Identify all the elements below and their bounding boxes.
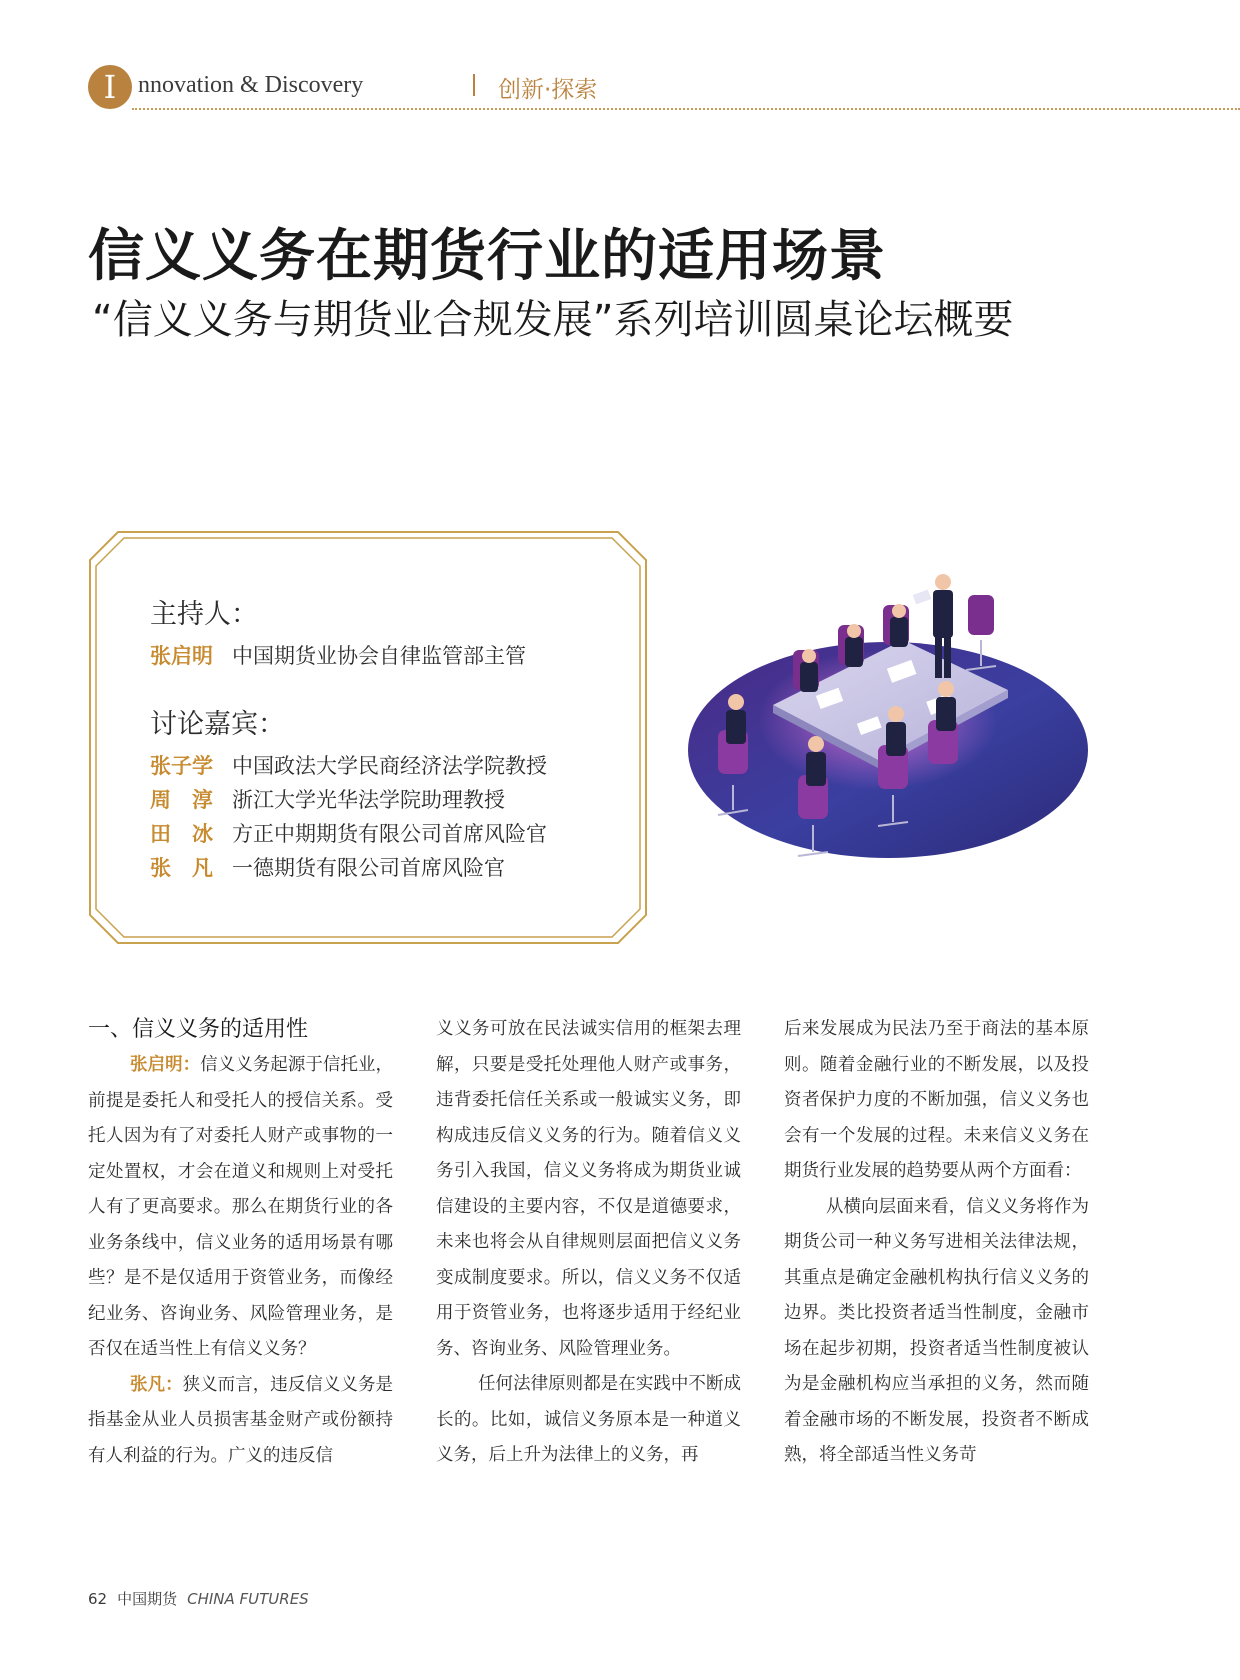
body-paragraph: 从横向层面来看，信义义务将作为期货公司一种义务写进相关法律法规，其重点是确定金融机构执行信义义务的边界。类比投资者适当性制度，金融市场在起步初期，投资者适当性制度被认为是金融机构应当承担的义务，然而随着金融市场的不断发展，投资者不断成熟，将全部适当性义务苛	[784, 1196, 1089, 1465]
header-dotted-rule	[132, 108, 1240, 110]
guest-title: 中国政法大学民商经济法学院教授	[232, 754, 547, 778]
article-column-2	[436, 1012, 741, 1474]
speaker-name: 张启明：	[130, 1055, 201, 1075]
magazine-name-cn: 中国期货	[117, 1590, 178, 1608]
header-divider	[473, 74, 475, 96]
speaker-name: 张凡：	[130, 1374, 183, 1395]
section-heading: 一、信义义务的适用性	[88, 1017, 309, 1042]
body-paragraph	[88, 1368, 393, 1475]
host-name: 张启明	[150, 644, 213, 668]
body-paragraph: 义义务可放在民法诚实信用的框架去理解，只要是受托处理他人财产或事务，违背委托信任关系或一般诚实义务，即构成违反信义义务的行为。随着信义义务引入我国，信义义务将成为期货业诚信建设的主要内容，不仅是道德要求，未来也将会从自律规则层面把信义义务变成制度要求。所以，信义义务不仅适用于资管业务，也将逐步适用于经纪业务、咨询业务、风险管理业务。	[436, 1019, 741, 1359]
guest-row	[150, 852, 630, 886]
paragraph-text: 信义义务起源于信托业，前提是委托人和受托人的授信关系。受托人因为有了对委托人财产或事物的一定处置权，才会在道义和规则上对受托人有了更高要求。那么在期货行业的各业务条线中，信义业务的适用场景有哪些？是不是仅适用于资管业务，而像经纪业务、咨询业务、风险管理业务，是否仅在适当性上有信义义务？	[88, 1055, 394, 1359]
body-paragraph: 后来发展成为民法乃至于商法的基本原则。随着金融行业的不断发展，以及投资者保护力度的不断加强，信义义务也会有一个发展的过程。未来信义义务在期货行业发展的趋势要从两个方面看：	[784, 1019, 1089, 1181]
guest-name: 周 淳	[150, 788, 213, 812]
host-row	[150, 640, 630, 674]
section-name-en: nnovation & Discovery	[138, 72, 364, 98]
guest-name: 张子学	[150, 754, 213, 778]
host-heading: 主持人：	[150, 599, 258, 630]
guest-title: 浙江大学光华法学院助理教授	[232, 788, 505, 812]
body-paragraph	[88, 1048, 393, 1368]
guest-name: 张 凡	[150, 856, 213, 880]
page-number: 62	[88, 1590, 108, 1608]
article-column-3	[784, 1012, 1089, 1474]
guest-title: 一德期货有限公司首席风险官	[232, 856, 505, 880]
article-title: 信义义务在期货行业的适用场景	[88, 224, 886, 289]
guest-row	[150, 818, 630, 852]
body-paragraph: 任何法律原则都是在实践中不断成长的。比如，诚信义务原本是一种道义义务，后上升为法律上的义务，再	[436, 1374, 741, 1465]
guest-row	[150, 750, 630, 784]
host-title: 中国期货业协会自律监管部主管	[232, 644, 526, 668]
guest-name: 田 冰	[150, 822, 213, 846]
guest-row	[150, 784, 630, 818]
section-initial-badge: I	[88, 65, 132, 109]
section-header	[88, 62, 1240, 110]
section-name-cn: 创新·探索	[498, 77, 598, 103]
meeting-illustration	[678, 570, 1098, 890]
article-subtitle: “信义义务与期货业合规发展”系列培训圆桌论坛概要	[92, 297, 1014, 343]
magazine-name-en: CHINA FUTURES	[187, 1590, 309, 1608]
article-column-1	[88, 1012, 393, 1474]
paragraph-text: 狭义而言，违反信义义务是指基金从业人员损害基金财产或份额持有人利益的行为。广义的违反信	[88, 1374, 394, 1466]
page-footer	[88, 1588, 319, 1609]
guests-heading: 讨论嘉宾：	[150, 709, 285, 740]
participants-panel	[88, 530, 648, 945]
guest-title: 方正中期期货有限公司首席风险官	[232, 822, 547, 846]
